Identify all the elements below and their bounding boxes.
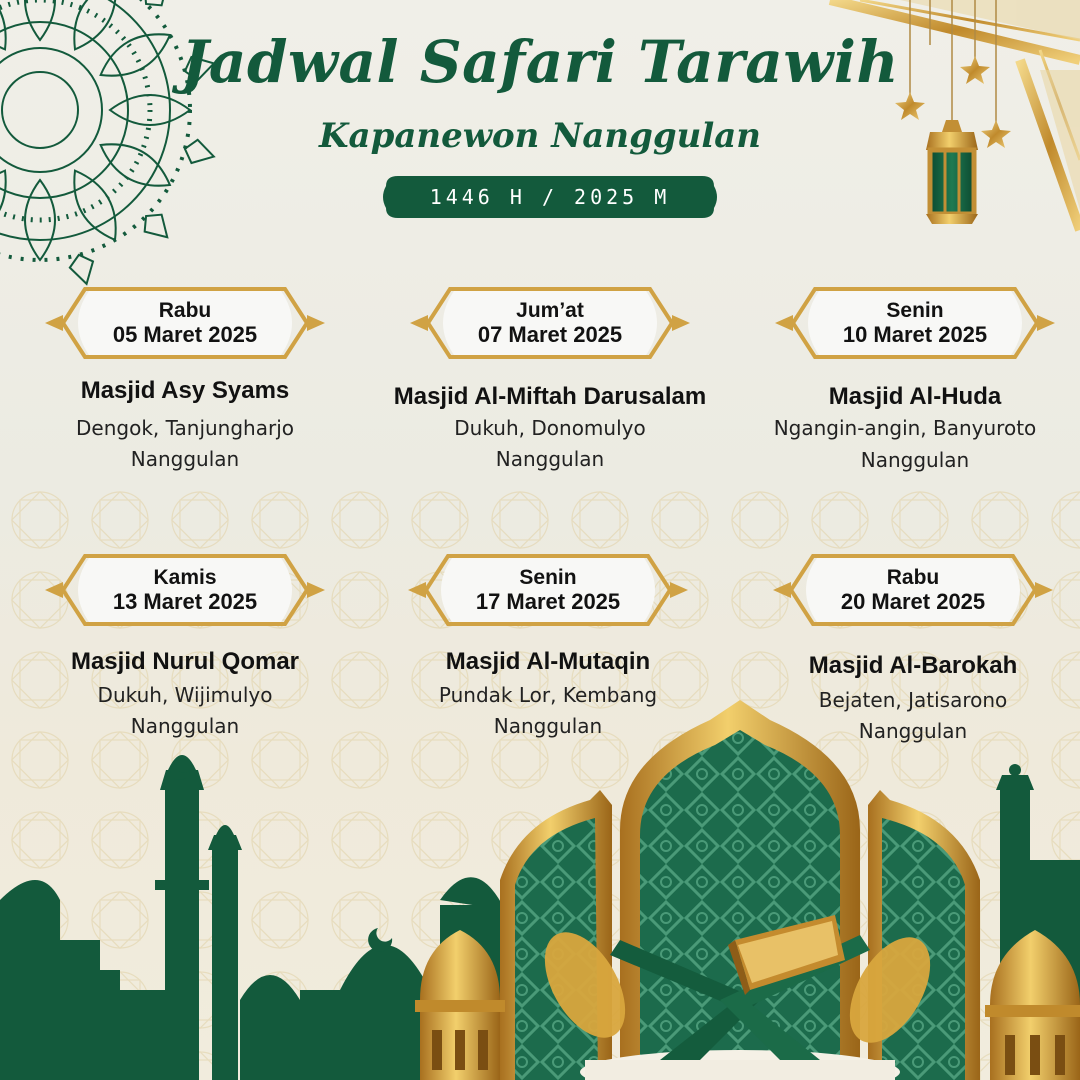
event-date: 13 Maret 2025 — [112, 589, 258, 614]
event-district: Nanggulan — [860, 448, 970, 472]
event-district: Nanggulan — [130, 714, 240, 738]
event-day: Senin — [886, 299, 944, 322]
event-address: Pundak Lor, Kembang — [438, 683, 658, 707]
event-day: Senin — [519, 566, 577, 589]
event-district: Nanggulan — [493, 714, 603, 738]
event-day: Jum’at — [516, 299, 584, 322]
event-venue: Masjid Al-Barokah — [808, 652, 1018, 679]
event-date: 05 Maret 2025 — [112, 322, 258, 347]
page-subtitle: Kapanewon Nanggulan — [319, 116, 761, 156]
event-date: 10 Maret 2025 — [842, 322, 988, 347]
event-district: Nanggulan — [858, 719, 968, 743]
event-address: Ngangin-angin, Banyuroto — [773, 416, 1037, 440]
event-district: Nanggulan — [130, 447, 240, 471]
event-address: Bejaten, Jatisarono — [818, 688, 1008, 712]
event-address: Dukuh, Wijimulyo — [97, 683, 273, 707]
event-venue: Masjid Al-Mutaqin — [445, 648, 651, 675]
event-address: Dukuh, Donomulyo — [454, 416, 646, 440]
event-venue: Masjid Asy Syams — [80, 377, 290, 404]
event-address: Dengok, Tanjungharjo — [76, 416, 294, 440]
event-date: 17 Maret 2025 — [475, 589, 621, 614]
event-venue: Masjid Al-Huda — [828, 383, 1002, 410]
event-venue: Masjid Al-Miftah Darusalam — [393, 383, 707, 410]
page-title: Jadwal Safari Tarawih — [180, 28, 900, 96]
event-day: Kamis — [153, 566, 217, 589]
event-venue: Masjid Nurul Qomar — [70, 648, 300, 675]
event-day: Rabu — [886, 566, 940, 589]
event-day: Rabu — [158, 299, 212, 322]
event-district: Nanggulan — [495, 447, 605, 471]
event-date: 07 Maret 2025 — [477, 322, 623, 347]
event-date: 20 Maret 2025 — [840, 589, 986, 614]
year-label: 1446 H / 2025 M — [429, 185, 671, 209]
